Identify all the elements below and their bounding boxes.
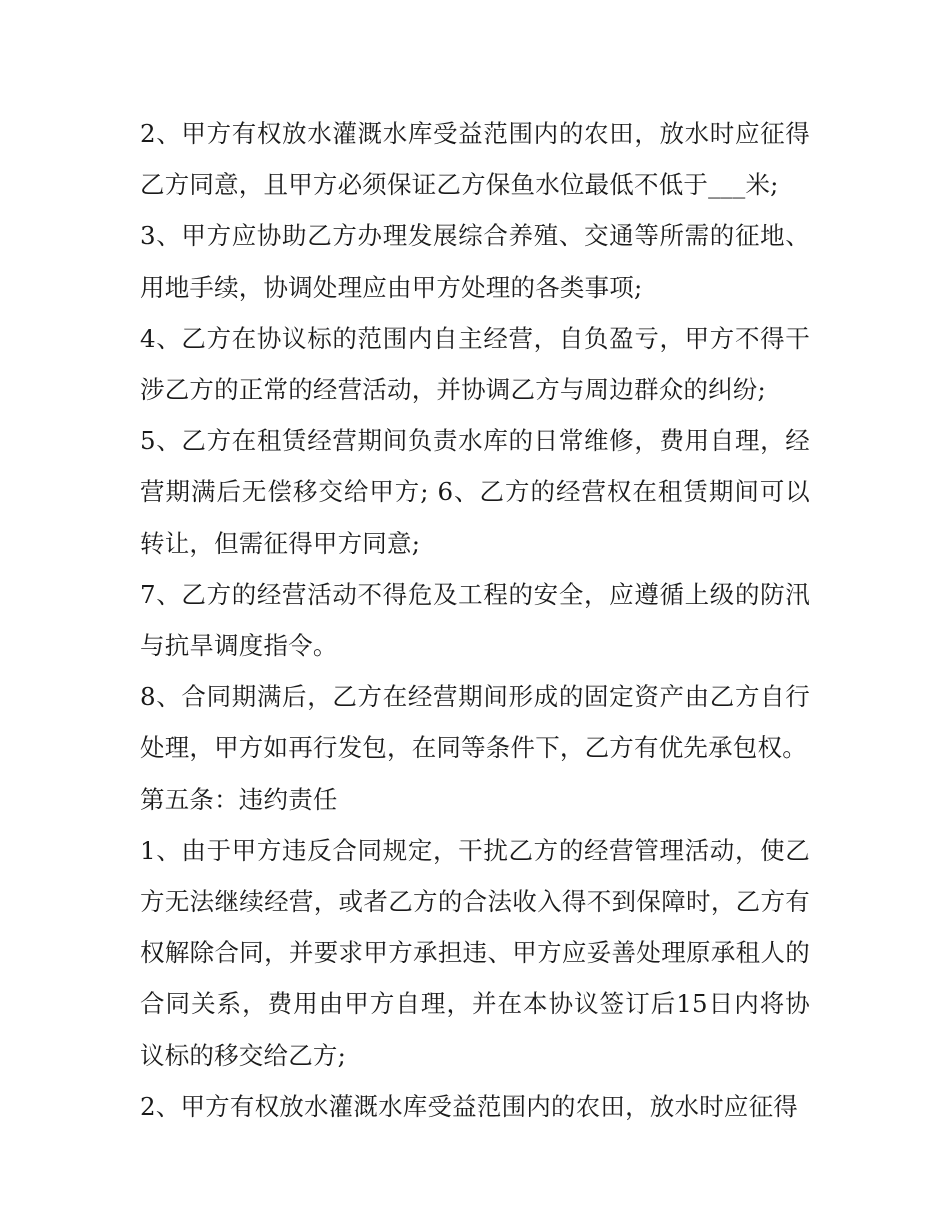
paragraph-clause-4: 4、乙方在协议标的范围内自主经营，自负盈亏，甲方不得干涉乙方的正常的经营活动，并协调乙方与周边群众的纠纷;: [140, 323, 810, 405]
paragraph-clause-5-6: 5、乙方在租赁经营期间负责水库的日常维修，费用自理，经营期满后无偿移交给甲方; 6、乙方的经营权在租赁期间可以转让，但需征得甲方同意;: [140, 426, 810, 558]
paragraph-clause-2: 2、甲方有权放水灌溉水库受益范围内的农田，放水时应征得乙方同意，且甲方必须保证乙方保鱼水位最低不低于___米;: [140, 119, 810, 200]
paragraph-liability-1: 1、由于甲方违反合同规定，干扰乙方的经营管理活动，使乙方无法继续经营，或者乙方的合法收入得不到保障时，乙方有权解除合同，并要求甲方承担违、甲方应妥善处理原承租人的合同关系，费用由甲方自理，并在本协议签订后15日内将协议标的移交给乙方;: [140, 835, 810, 1070]
section-heading-article-5: 第五条：违约责任: [140, 784, 338, 814]
paragraph-clause-8: 8、合同期满后，乙方在经营期间形成的固定资产由乙方自行处理，甲方如再行发包，在同等条件下，乙方有优先承包权。: [140, 682, 810, 763]
paragraph-clause-7: 7、乙方的经营活动不得危及工程的安全，应遵循上级的防汛与抗旱调度指令。: [140, 579, 810, 661]
document-body: [140, 108, 810, 1132]
paragraph-clause-3: 3、甲方应协助乙方办理发展综合养殖、交通等所需的征地、用地手续，协调处理应由甲方处理的各类事项;: [140, 221, 810, 302]
paragraph-liability-2: 2、甲方有权放水灌溉水库受益范围内的农田，放水时应征得: [140, 1091, 798, 1121]
